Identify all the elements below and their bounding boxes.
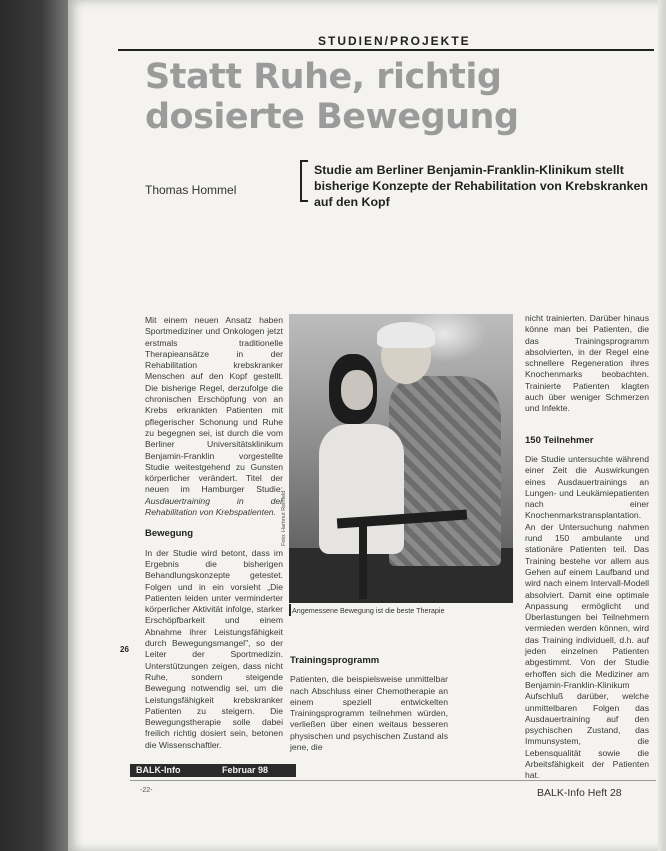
footer-date: Februar 98 xyxy=(222,765,269,775)
photo-caption: Angemessene Bewegung ist die beste Therapie xyxy=(292,606,445,615)
left-column xyxy=(145,315,283,751)
author-byline: Thomas Hommel xyxy=(145,183,237,197)
middle-paragraph: Patienten, die beispielsweise unmittelbar nach Abschluss einer Chemotherapie an einem speziell entwickelten Trainingsprogramm teilnehmen würden, verließen über einen weitaus besseren physischen und psychischen Zustand als jene, die xyxy=(290,674,448,753)
footer-rule xyxy=(130,780,656,781)
heading-bewegung: Bewegung xyxy=(145,528,194,540)
heading-trainingsprogramm: Trainingsprogramm xyxy=(290,655,380,666)
page-number: 26 xyxy=(120,645,129,654)
right-intro-paragraph: nicht trainierten. Darüber hinaus könne man bei Patienten, die das Trainingsprogramm absolvierten, in der Regel eine schnellere Regeneration ihres Knochenmarks beobachten. Trainierte Patienten klagten auch über weniger Schmerzen und Infekte. xyxy=(525,313,649,414)
footer-left-mark: -22- xyxy=(140,787,153,794)
treadmill-post xyxy=(359,519,367,599)
photo-man xyxy=(389,376,501,566)
middle-column xyxy=(290,655,448,753)
intro-paragraph: Mit einem neuen Ansatz haben Sportmediziner und Onkologen jetzt erstmals traditionelle Therapieansätze in der Rehabilitation krebskranker Menschen auf den Kopf gestellt. Die bisherige Regel, derzufolge die chronischen Erschöpfung von an Krebs erkrankten Patienten mit pflegerischer Schonung und Ruhe zu begegnen sei, ist durch die vom Berliner Universitätsklinikum Benjamin-Franklin vorgestellte Studie weitestgehend zu Gunsten körperlicher verändert. Titel der neuen im Hamburger Studie: Ausdauertraining in der Rehabilitation von Krebspatienten. xyxy=(145,315,283,518)
photo-credit: Foto: Hartmut Reinfeld xyxy=(281,490,287,546)
heading-teilnehmer: 150 Teilnehmer xyxy=(525,434,594,446)
page-title: Statt Ruhe, richtig dosierte Bewegung xyxy=(145,57,519,137)
intro-italic: Ausdauertraining in der Rehabilitation von Krebspatienten. xyxy=(145,495,283,518)
page-curl xyxy=(658,0,666,851)
photo-woman-face xyxy=(341,370,373,410)
body-paragraph: In der Studie wird betont, dass im Ergebnis die bisherigen Behandlungskonzepte getestet. Folgen und in ein vorsieht „Die Patienten leiden unter verminderter körperlicher Aktivität infolge, starker Erschöpfbarkeit und einem Abnahme ihrer Leistungsfähigkeit durch Bewegungsmangel", so der Leiter der Sportmedizin. Unterstützungen zeigen, dass nicht Ruhe, sondern steigende Bewegung notwendig sei, um die Leistungsfähigkeit krebskranker Patienten zu steigern. Die Bewegungstherapie solle dabei freilich richtig dosiert sein, betonen die Wissenschaftler. xyxy=(145,547,283,750)
footer-bar xyxy=(130,764,296,777)
section-label: STUDIEN/PROJEKTE xyxy=(318,34,471,48)
scan-edge xyxy=(0,0,70,851)
right-body-paragraph: Die Studie untersuchte während einer Zeit die Auswirkungen eines Ausdauertrainings an Lungen- und Leukämiepatienten nach einer Knochenmarkstransplantation. An der Untersuchung nahmen rund 150 ambulante und stationäre Patienten teil. Das Training bestehe vor allem aus Gehen auf einem Laufband und wird nach einem Intervall-Modell absolviert. Damit eine optimale Anpassung ermöglicht und Überlastungen bei Teilnehmern vermieden werden können, wird das Training individuell, d.h. auf jeden einzelnen Patienten abgestimmt. Von der Studie erhoffen sich die Mediziner am Benjamin-Franklin-Klinikum Aufschluß darüber, welche unmittelbaren Folgen das Ausdauertraining auf den psychischen Zustand, das Immunsystem, die Lebensqualität sowie die Arbeitsfähigkeit der Patienten hat. xyxy=(525,453,649,781)
right-column xyxy=(525,313,649,782)
footer-right-text: BALK-Info Heft 28 xyxy=(537,787,622,799)
footer-publication: BALK-Info xyxy=(136,765,181,775)
subheadline: Studie am Berliner Benjamin-Franklin-Klinikum stellt bisherige Konzepte der Rehabilitation von Krebskranken auf den Kopf xyxy=(300,162,666,210)
photo-man-hair xyxy=(377,322,435,348)
article-photo xyxy=(289,314,513,603)
header-rule xyxy=(118,49,654,51)
